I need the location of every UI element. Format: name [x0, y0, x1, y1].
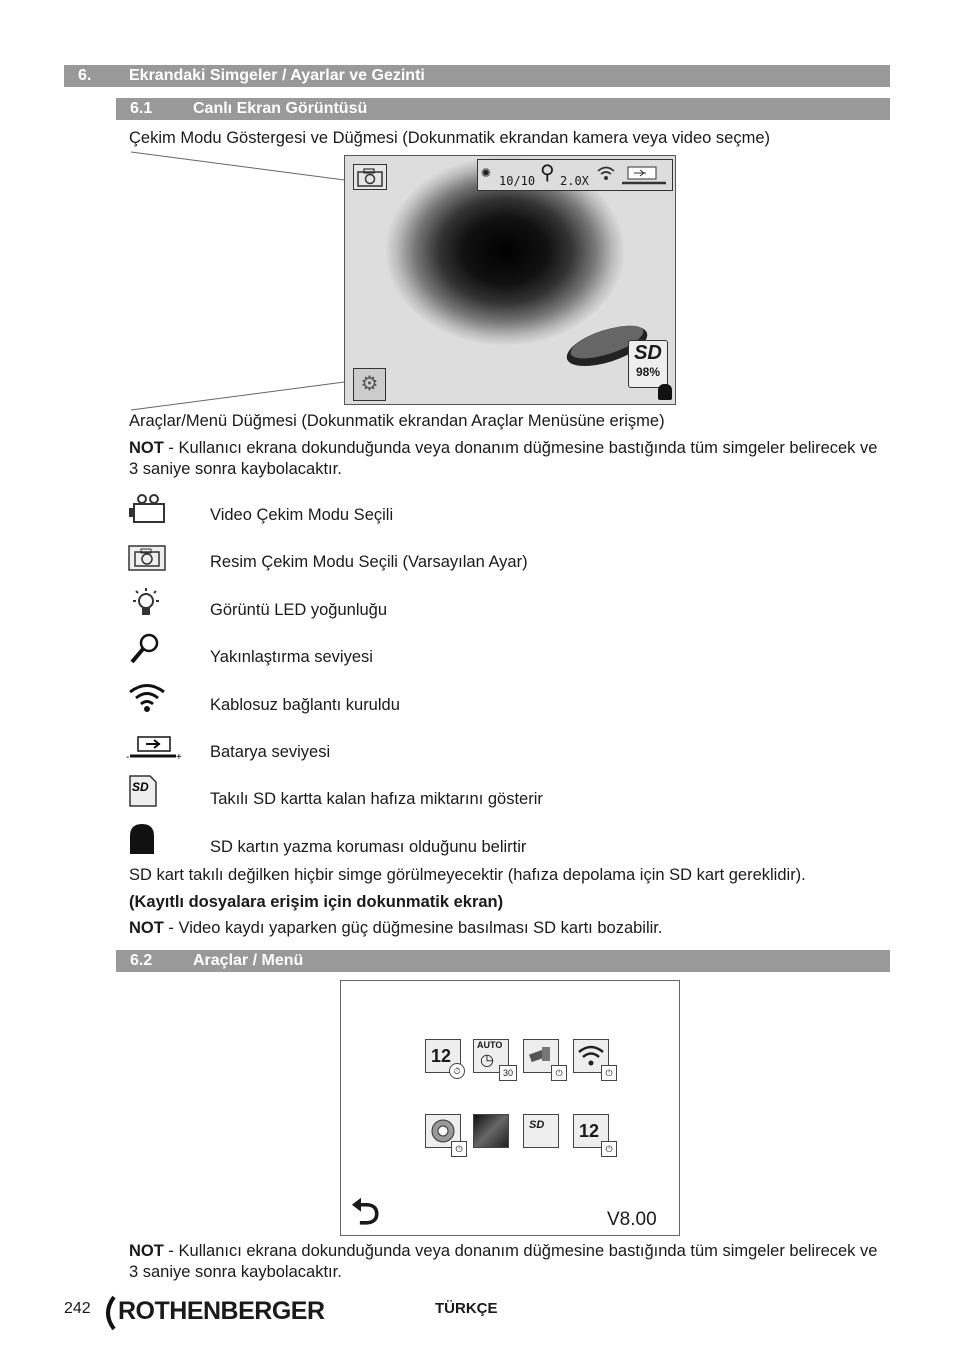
section-number: 6.	[78, 67, 92, 84]
subsection-number: 6.1	[130, 100, 153, 117]
subsection-title: Canlı Ekran Görüntüsü	[193, 100, 368, 117]
svg-text:-: -	[126, 752, 130, 762]
note-2	[129, 918, 662, 939]
legend-label: Görüntü LED yoğunluğu	[210, 601, 388, 619]
led-icon: ✺	[481, 162, 491, 181]
live-screen-image	[344, 155, 676, 405]
led-bulb-icon	[128, 586, 168, 622]
capture-mode-caption: Çekim Modu Göstergesi ve Düğmesi (Dokunmatik ekrandan kamera veya video seçme)	[129, 129, 771, 147]
legend-label: Video Çekim Modu Seçili	[210, 506, 394, 524]
auto-label: AUTO	[477, 1040, 503, 1050]
auto-minutes: 30	[499, 1065, 517, 1081]
bold-note: (Kayıtlı dosyalara erişim için dokunmatik ekran)	[129, 893, 504, 911]
power-icon: ⏻	[551, 1065, 567, 1081]
sd-card-badge	[628, 340, 668, 388]
note-label: NOT	[129, 919, 164, 937]
date-number: 12	[579, 1121, 600, 1141]
led-level: 10/10	[499, 174, 536, 188]
legend-label: Takılı SD kartta kalan hafıza miktarını gösterir	[210, 790, 543, 808]
lock-icon	[658, 384, 672, 400]
legend-label: Yakınlaştırma seviyesi	[210, 648, 373, 666]
version-label: V8.00	[607, 1209, 657, 1230]
svg-text:+: +	[176, 752, 182, 762]
sd-card-icon	[128, 774, 168, 810]
note-label: NOT	[129, 439, 164, 457]
legend-label: Batarya seviyesi	[210, 743, 331, 761]
battery-icon	[126, 734, 182, 770]
legend-label: SD kartın yazma koruması olduğunu belirtir	[210, 838, 527, 856]
subsection-header	[116, 950, 890, 972]
clock-icon: ⏱	[449, 1063, 465, 1079]
sd-label: SD	[634, 342, 662, 364]
magnifier-icon	[128, 632, 168, 668]
subsection-title: Araçlar / Menü	[193, 952, 304, 969]
language-label: TÜRKÇE	[435, 1300, 498, 1317]
camera-icon	[128, 544, 168, 580]
tools-menu-button[interactable]: ⚙	[353, 368, 386, 401]
power-icon: ⏻	[601, 1065, 617, 1081]
lock-icon	[128, 822, 168, 858]
zoom-level: 2.0X	[560, 174, 589, 188]
camera-icon[interactable]	[353, 164, 387, 190]
section-title: Ekrandaki Simgeler / Ayarlar ve Gezinti	[129, 67, 425, 84]
sd-note: SD kart takılı değilken hiçbir simge görülmeyecektir (hafıza depolama için SD kart gereklidir).	[129, 866, 806, 884]
sd-percent: 98%	[635, 365, 661, 379]
wifi-icon	[128, 682, 168, 718]
note-3	[129, 1241, 889, 1283]
legend-label: Resim Çekim Modu Seçili (Varsayılan Ayar)	[210, 553, 528, 571]
power-icon: ⏻	[451, 1141, 467, 1157]
date-number: 12	[431, 1046, 452, 1066]
wifi-icon	[596, 164, 616, 185]
subsection-number: 6.2	[130, 952, 153, 969]
tools-menu-screen	[340, 980, 680, 1236]
clock-face-icon: ◷	[480, 1052, 494, 1069]
power-icon: ⏻	[601, 1141, 617, 1157]
brand-name: ROTHENBERGER	[118, 1297, 325, 1325]
page-number: 242	[64, 1300, 91, 1317]
note-label: NOT	[129, 1242, 164, 1260]
note-text: - Kullanıcı ekrana dokunduğunda veya donanım düğmesine bastığında tüm simgeler belirecek ve 3 saniye sonra kaybolacaktır.	[129, 439, 878, 478]
status-bar	[477, 159, 673, 191]
svg-text:SD: SD	[132, 780, 149, 794]
battery-icon	[620, 164, 670, 189]
image-settings-icon[interactable]	[473, 1114, 509, 1148]
legend-label: Kablosuz bağlantı kuruldu	[210, 696, 400, 714]
zoom-icon: ⚲	[540, 160, 555, 184]
back-arrow-icon[interactable]: ⮌	[351, 1191, 380, 1232]
sd-format-icon[interactable]	[523, 1114, 559, 1148]
note-text: - Video kaydı yaparken güç düğmesine basılması SD kartı bozabilir.	[163, 919, 663, 937]
note-1	[129, 438, 889, 480]
tools-caption: Araçlar/Menü Düğmesi (Dokunmatik ekrandan Araçlar Menüsüne erişme)	[129, 412, 665, 430]
sd-label: SD	[529, 1119, 545, 1131]
video-camera-icon	[128, 494, 168, 530]
note-text: - Kullanıcı ekrana dokunduğunda veya donanım düğmesine bastığında tüm simgeler belirecek ve 3 saniye sonra kaybolacaktır.	[129, 1242, 878, 1281]
